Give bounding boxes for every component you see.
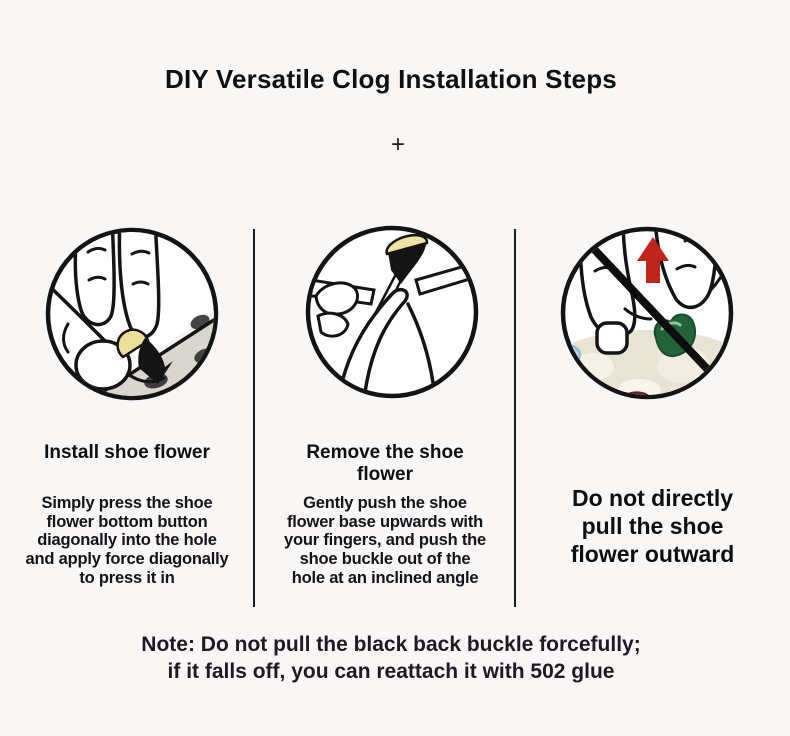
plus-icon: + [390, 131, 405, 158]
curled-finger [318, 313, 348, 336]
step2-body-line: your fingers, and push the [284, 531, 486, 550]
step1-body [14, 494, 240, 587]
install-step-illustration [44, 226, 220, 402]
step3-warning-line: pull the shoe [581, 513, 724, 540]
step1-heading: Install shoe flower [44, 442, 210, 463]
step1-body-line: diagonally into the hole [37, 531, 217, 550]
step1-body-line: to press it in [79, 568, 175, 587]
step3-warning-line: Do not directly [571, 485, 733, 511]
step2-heading: Remove the shoe flower [306, 442, 464, 485]
do-not-pull-illustration [559, 225, 735, 401]
column-divider [514, 229, 516, 607]
bottom-note-line: Note: Do not pull the black back buckle forcefully; [141, 633, 641, 656]
curled-finger [316, 283, 357, 314]
step2-body-line: Gently push the shoe [303, 494, 467, 512]
step3-warning [525, 484, 780, 568]
page-title: DIY Versatile Clog Installation Steps [165, 64, 617, 94]
step2-body [272, 494, 498, 587]
step1-body-line: flower bottom button [46, 512, 208, 531]
step2-body-line: hole at an inclined angle [291, 568, 479, 587]
remove-step-illustration [304, 224, 480, 400]
step2-body-line: shoe buckle out of the [299, 549, 471, 568]
column-divider [253, 229, 255, 607]
bottom-note-line: if it falls off, you can reattach it with 502 glue [167, 660, 615, 684]
step3-warning-line: flower outward [570, 541, 735, 568]
step1-body-line: and apply force diagonally [25, 549, 229, 568]
step1-body-line: Simply press the shoe [41, 494, 213, 512]
step2-body-line: flower base upwards with [287, 512, 483, 531]
bottom-note [0, 631, 782, 686]
curled-knuckle [597, 323, 627, 353]
